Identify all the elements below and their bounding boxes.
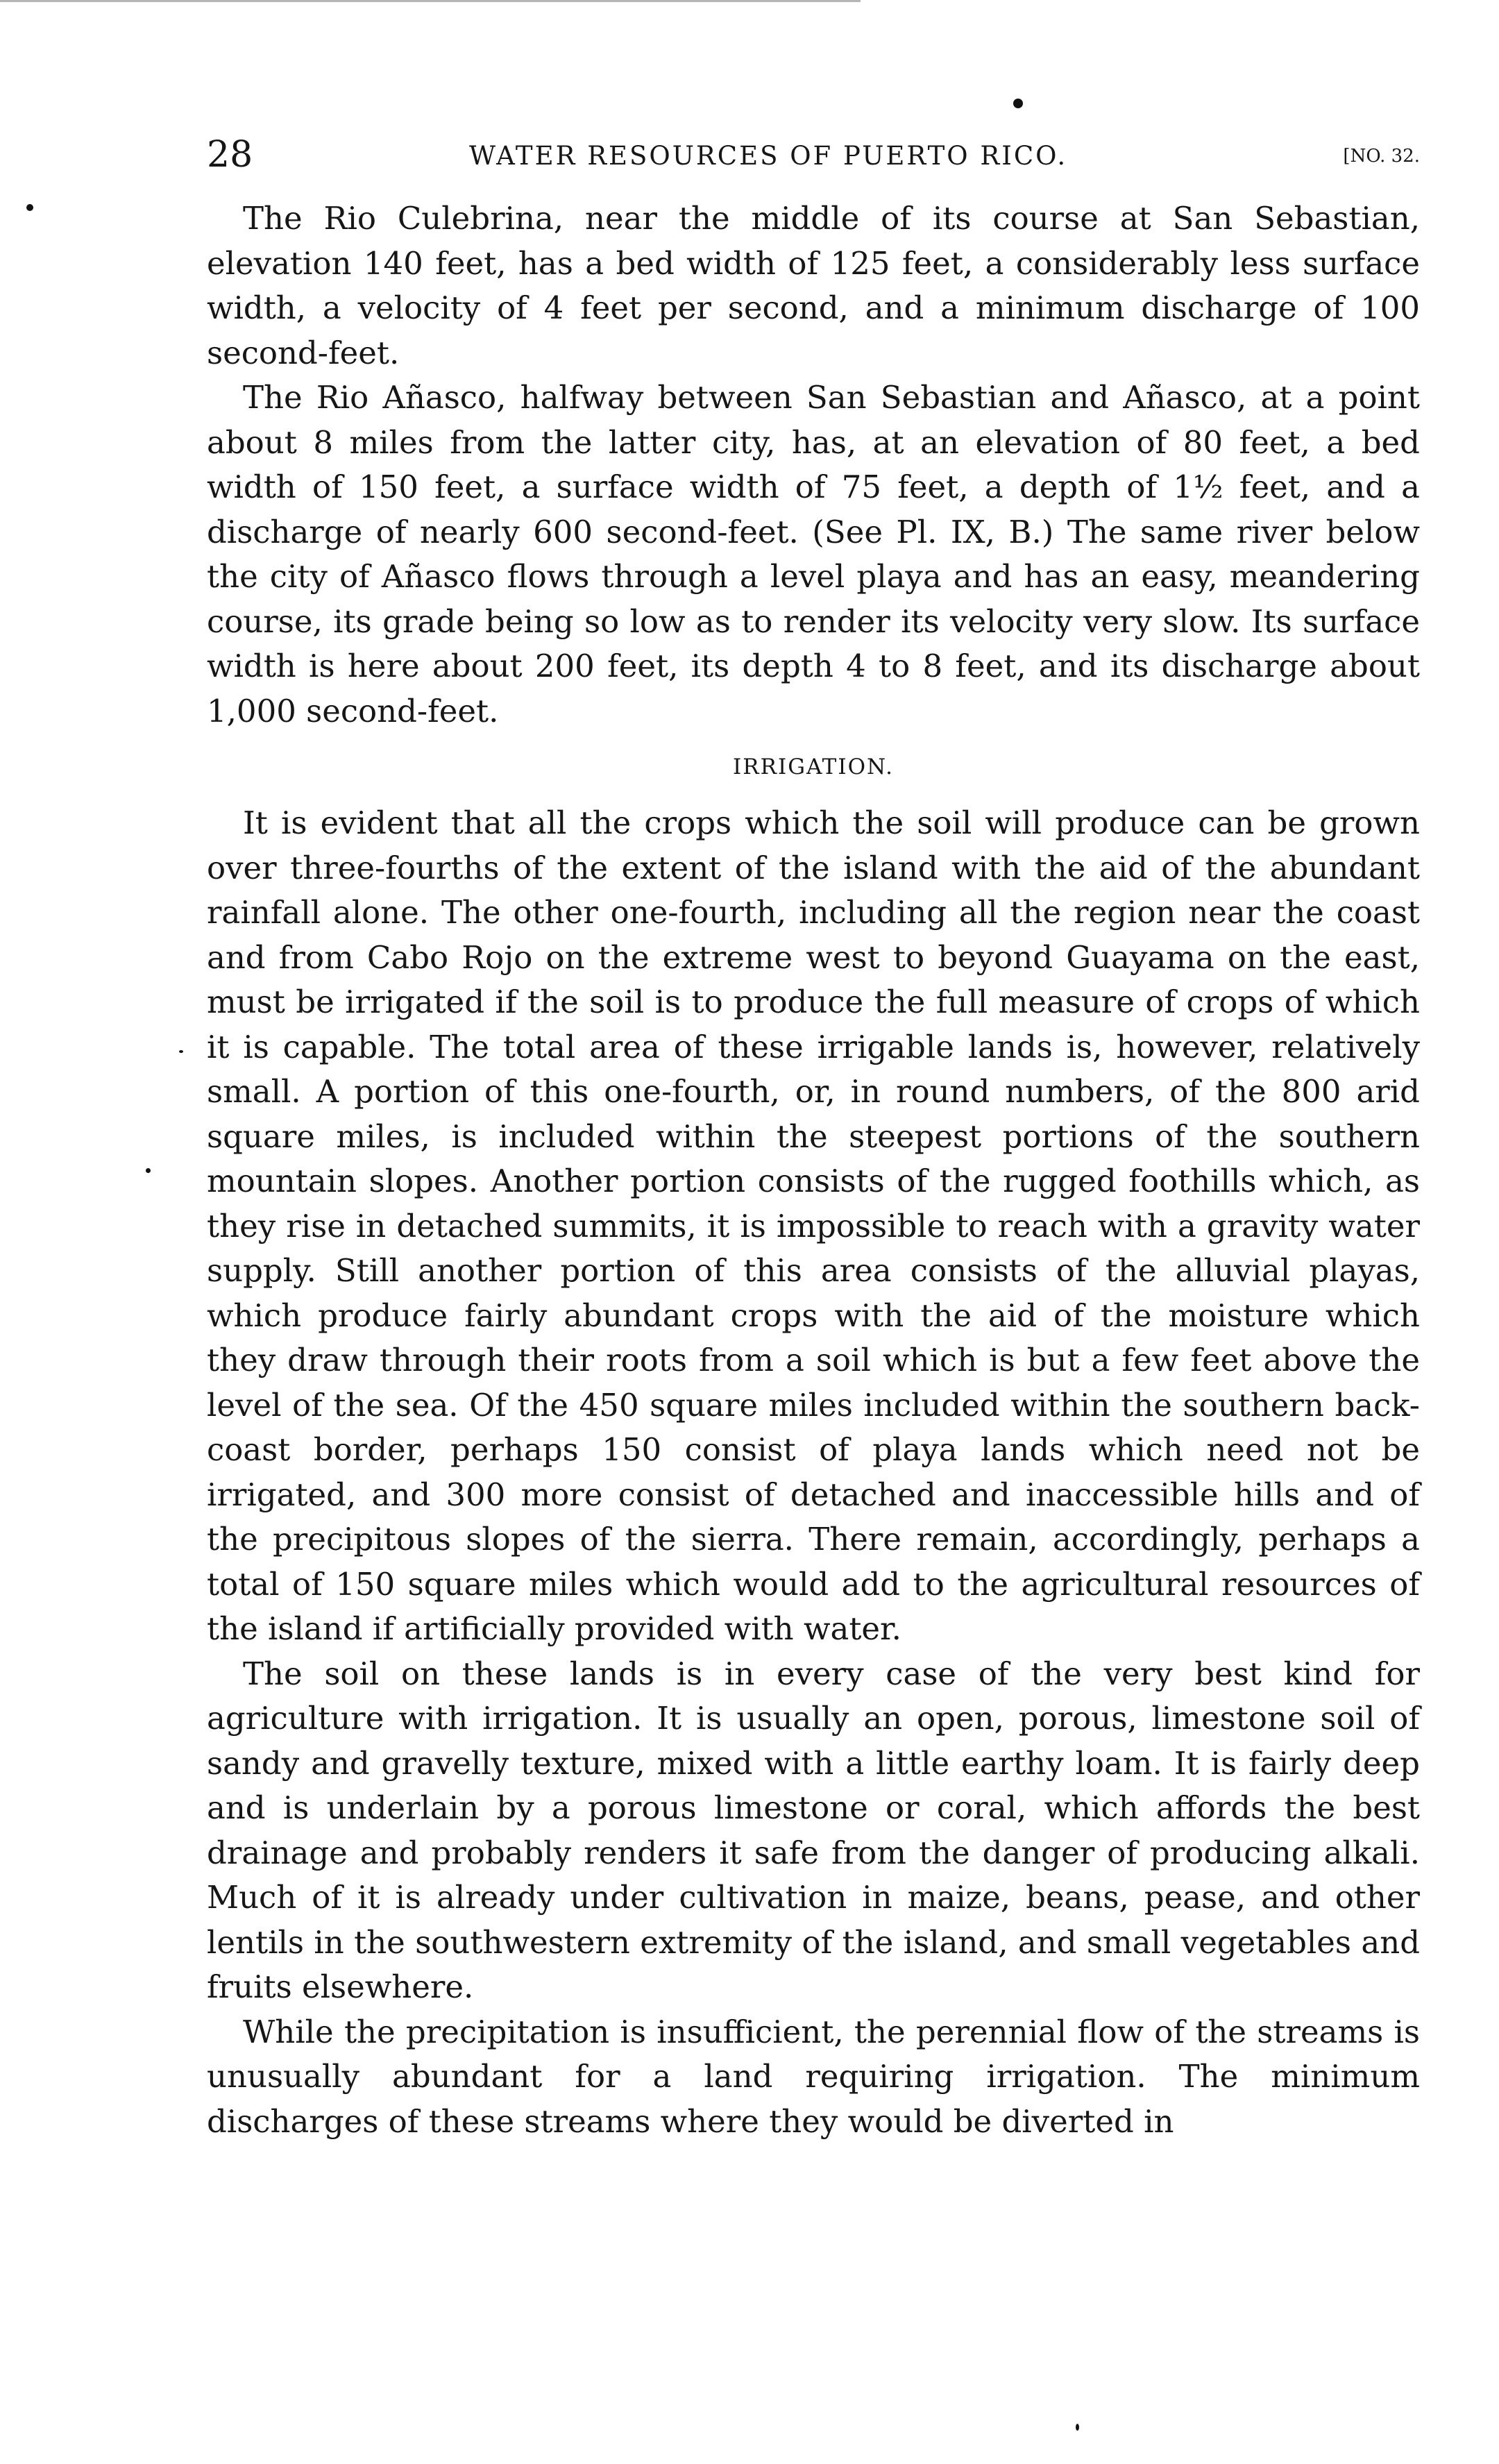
ink-speck — [146, 1168, 151, 1173]
paragraph-soil: The soil on these lands is in every case of the very best kind for agriculture with irrigation. It is usually an open, porous, limestone soil of sandy and gravelly texture, mixed with a little earthy loam. It is fairly deep and is underlain by a porous limestone or coral, which affords the best drainage and probably renders it safe from the danger of producing alkali. Much of it is already under cultivation in maize, beans, pease, and other lentils in the southwestern extremity of the island, and small vegetables and fruits elsewhere. — [207, 1655, 1420, 2005]
paragraph-stream-flow: While the precipitation is insufficient, the perennial flow of the streams is unusually abundant for a land requiring irrigation. The minimum discharges of these streams where they would be diverted in — [207, 2013, 1420, 2140]
ink-speck — [179, 1050, 183, 1053]
series-number: [NO. 32. — [1343, 146, 1420, 167]
paragraph-irrigable-area: It is evident that all the crops which the soil will produce can be grown over three-fourths of the extent of the island with the aid of the abundant rainfall alone. The other one-fourth, including all the region near the coast and from Cabo Rojo on the extreme west to beyond Guayama on the east, must be irrigated if the soil is to produce the full measure of crops of which it is capable. The total area of these irrigable lands is, however, relatively small. A portion of this one-fourth, or, in round numbers, of the 800 arid square miles, is included within the steepest portions of the southern mountain slopes. Another portion consists of the rugged foothills which, as they rise in detached summits, it is impossible to reach with a gravity water supply. Still another portion of this area consists of the alluvial playas, which produce fairly abundant crops with the aid of the moisture which they draw through their roots from a soil which is but a few feet above the level of the sea. Of the 450 square miles included within the southern back-coast border, perhaps 150 consist of playa lands which need not be irrigated, and 300 more consist of detached and inaccessible hills and of the precipitous slopes of the sierra. There remain, accordingly, perhaps a total of 150 square miles which would add to the agricultural resources of the island if artificially provided with water. — [207, 804, 1420, 1647]
page-header — [207, 130, 1420, 179]
body-text — [207, 196, 1420, 2144]
paragraph-rio-anasco: The Rio Añasco, halfway between San Sebastian and Añasco, at a point about 8 miles from the latter city, has, at an elevation of 80 feet, a bed width of 150 feet, a surface width of 75 feet, a depth of 1½ feet, and a discharge of nearly 600 second-feet. (See Pl. IX, B.) The same river below the city of Añasco flows through a level playa and has an easy, meandering course, its grade being so low as to render its velocity very slow. Its surface width is here about 200 feet, its depth 4 to 8 feet, and its discharge about 1,000 second-feet. — [207, 379, 1420, 729]
running-title: WATER RESOURCES OF PUERTO RICO. — [469, 141, 1068, 171]
section-heading-irrigation: IRRIGATION. — [733, 754, 894, 779]
top-rule — [0, 0, 861, 2]
ink-speck — [1013, 99, 1023, 108]
ink-speck — [1076, 2424, 1079, 2431]
paragraph-rio-culebrina: The Rio Culebrina, near the middle of its course at San Sebastian, elevation 140 feet, has a bed width of 125 feet, a considerably less surface width, a velocity of 4 feet per second, and a minimum discharge of 100 second-feet. — [207, 200, 1420, 371]
ink-speck — [26, 204, 33, 211]
page-number: 28 — [207, 134, 253, 176]
